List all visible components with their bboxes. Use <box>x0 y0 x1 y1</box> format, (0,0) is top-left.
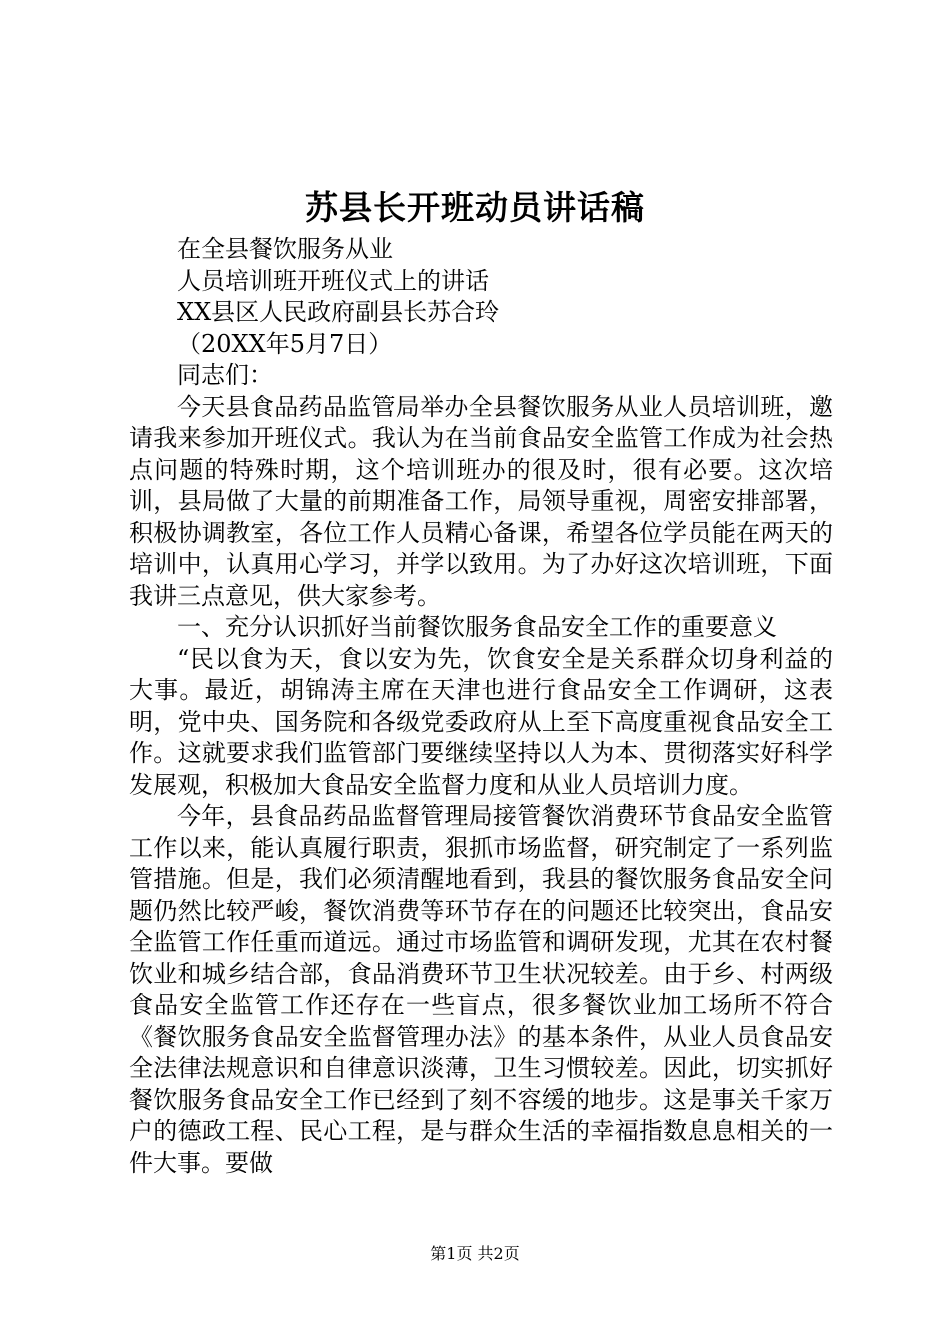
header-line-occasion: 人员培训班开班仪式上的讲话 <box>177 266 489 295</box>
body-paragraph: 今天县食品药品监管局举办全县餐饮服务从业人员培训班，邀请我来参加开班仪式。我认为在当前食品安全监管工作成为社会热点问题的特殊时期，这个培训班办的很及时，很有必要。这次培训，县局做了大量的前期准备工作，局领导重视，周密安排部署，积极协调教室，各位工作人员精心备课，希望各位学员能在两天的培训中，认真用心学习，并学以致用。为了办好这次培训班，下面我讲三点意见，供大家参考。 <box>129 392 833 610</box>
header-line-date: （20XX年5月7日） <box>177 329 393 358</box>
document-body <box>129 234 833 1179</box>
body-paragraph: 今年，县食品药品监督管理局接管餐饮消费环节食品安全监管工作以来，能认真履行职责，狠抓市场监督，研究制定了一系列监管措施。但是，我们必须清醒地看到，我县的餐饮服务食品安全问题仍然比较严峻，餐饮消费等环节存在的问题还比较突出，食品安全监管工作任重而道远。通过市场监管和调研发现，尤其在农村餐饮业和城乡结合部，食品消费环节卫生状况较差。由于乡、村两级食品安全监管工作还存在一些盲点，很多餐饮业加工场所不符合《餐饮服务食品安全监督管理办法》的基本条件，从业人员食品安全法律法规意识和自律意识淡薄，卫生习惯较差。因此，切实抓好餐饮服务食品安全工作已经到了刻不容缓的地步。这是事关千家万户的德政工程、民心工程，是与群众生活的幸福指数息息相关的一件大事。要做 <box>129 802 833 1177</box>
salutation: 同志们： <box>177 361 273 389</box>
body-paragraph: “民以食为天，食以安为先，饮食安全是关系群众切身利益的大事。最近，胡锦涛主席在天津也进行食品安全工作调研，这表明，党中央、国务院和各级党委政府从上至下高度重视食品安全工作。这就要求我们监管部门要继续坚持以人为本、贯彻落实好科学发展观，积极加大食品安全监督力度和从业人员培训力度。 <box>129 644 833 799</box>
header-line-speaker: XX县区人民政府副县长苏合玲 <box>177 298 500 326</box>
page-number-footer: 第1页 共2页 <box>430 1244 520 1263</box>
document-title: 苏县长开班动员讲话稿 <box>305 188 645 227</box>
section-heading: 一、充分认识抓好当前餐饮服务食品安全工作的重要意义 <box>177 613 777 641</box>
header-line-event: 在全县餐饮服务从业 <box>177 235 393 263</box>
